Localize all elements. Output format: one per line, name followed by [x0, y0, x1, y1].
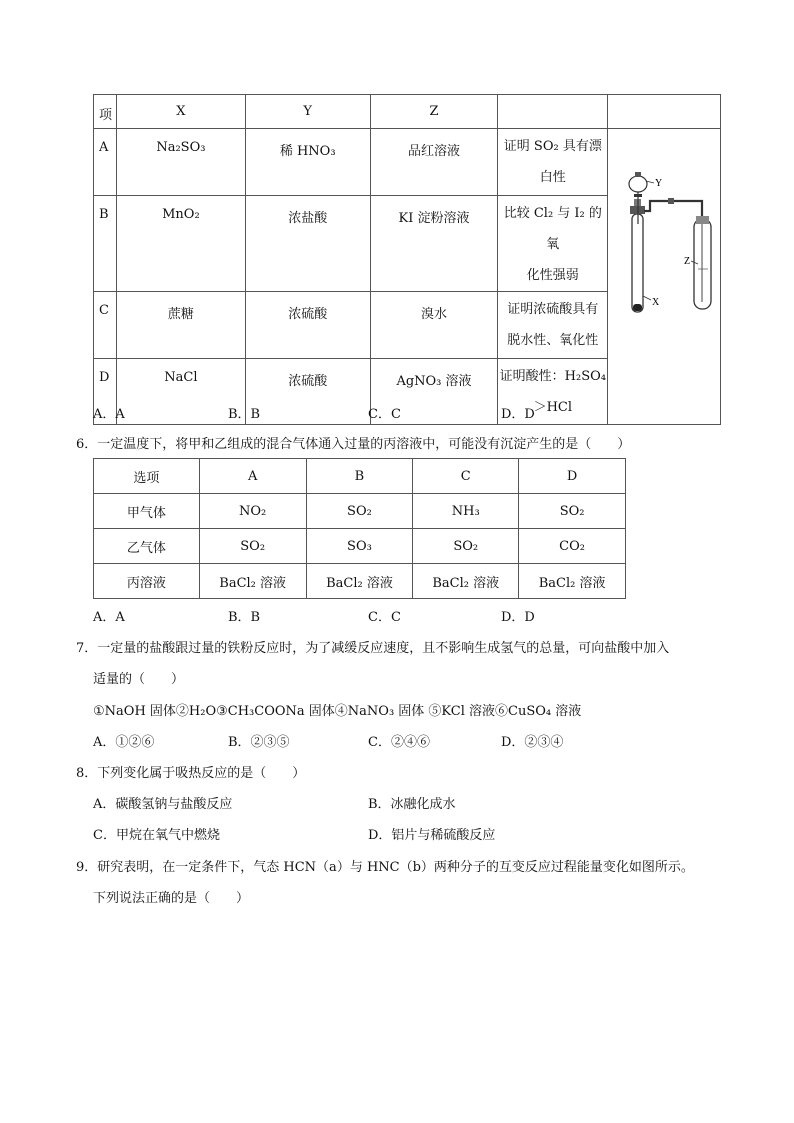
q7-option-b: B．②③⑤ — [228, 735, 290, 750]
header-cell: B — [306, 459, 413, 494]
q6-option-d: D．D — [501, 610, 535, 625]
cell-purpose — [498, 129, 608, 196]
purpose-line: ＞HCl — [533, 400, 573, 415]
q6-stem: 6．一定温度下，将甲和乙组成的混合气体通入过量的丙溶液中，可能没有沉淀产生的是（ ） — [76, 437, 631, 452]
table-cell: BaCl₂ 溶液 — [413, 564, 519, 599]
cell-y: 稀 HNO₃ — [245, 129, 370, 196]
q7-stem-line-1: 7．一定量的盐酸跟过量的铁粉反应时，为了减缓反应速度，且不影响生成氢气的总量，可向盐酸中加入 — [76, 641, 670, 656]
header-cell: A — [199, 459, 306, 494]
q9-stem-line-2: 下列说法正确的是（ ） — [93, 891, 250, 906]
row-label: 丙溶液 — [94, 564, 200, 599]
header-cell: X — [116, 95, 245, 129]
cell-purpose — [498, 292, 608, 359]
table-cell: NH₃ — [413, 494, 519, 529]
header-cell: Z — [370, 95, 498, 129]
table-row — [94, 129, 721, 196]
row-label: C — [94, 292, 117, 359]
cell-x: NaCl — [116, 359, 245, 425]
q7-stem-line-2: 适量的（ ） — [93, 672, 185, 687]
purpose-line: 证明酸性：H₂SO₄ — [499, 369, 606, 384]
q8-option-a: A．碳酸氢钠与盐酸反应 — [93, 797, 233, 812]
purpose-line: 脱水性、氧化性 — [507, 333, 599, 348]
label-x: X — [652, 297, 660, 308]
q6-header-row — [94, 459, 626, 494]
cell-purpose — [498, 196, 608, 292]
table-row — [94, 494, 626, 529]
row-label: 乙气体 — [94, 529, 200, 564]
cell-x: Na₂SO₃ — [116, 129, 245, 196]
q6-table — [93, 458, 626, 599]
q8-option-b: B．冰融化成水 — [368, 797, 456, 812]
q9-stem-line-1: 9．研究表明，在一定条件下，气态 HCN（a）与 HNC（b）两种分子的互变反应过程能量变化如图所示。 — [76, 860, 694, 875]
header-cell: C — [413, 459, 519, 494]
table-row — [94, 529, 626, 564]
purpose-line: 比较 Cl₂ 与 I₂ 的氧 — [503, 206, 602, 252]
cell-y: 浓盐酸 — [245, 196, 370, 292]
q8-option-d: D．铝片与稀硫酸反应 — [368, 828, 496, 843]
q8-option-c: C．甲烷在氧气中燃烧 — [93, 828, 220, 843]
label-z: Z — [684, 256, 691, 267]
header-cell: 项 — [94, 95, 117, 129]
header-cell: 选项 — [94, 459, 200, 494]
header-cell: Y — [245, 95, 370, 129]
table-cell: SO₂ — [413, 529, 519, 564]
label-y: Y — [655, 178, 663, 189]
table-cell: SO₂ — [199, 529, 306, 564]
q7-option-a: A．①②⑥ — [93, 735, 155, 750]
q6-option-a: A．A — [93, 610, 125, 625]
header-cell — [498, 95, 608, 129]
cell-z: AgNO₃ 溶液 — [370, 359, 498, 425]
apparatus-diagram — [624, 164, 734, 324]
q5-option-c: C．C — [368, 407, 401, 422]
table-cell: BaCl₂ 溶液 — [306, 564, 413, 599]
q5-option-a: A．A — [93, 407, 125, 422]
q6-option-b: B．B — [228, 610, 261, 625]
row-label: 甲气体 — [94, 494, 200, 529]
apparatus-cell — [608, 129, 721, 425]
purpose-line: 化性强弱 — [526, 268, 579, 283]
header-cell: D — [519, 459, 626, 494]
q5-header-row — [94, 95, 721, 129]
q7-option-c: C．②④⑥ — [368, 735, 430, 750]
q7-option-d: D．②③④ — [501, 735, 564, 750]
table-cell: BaCl₂ 溶液 — [199, 564, 306, 599]
q6-option-c: C．C — [368, 610, 401, 625]
q5-option-b: B．B — [228, 407, 261, 422]
table-cell: CO₂ — [519, 529, 626, 564]
row-label: D — [94, 359, 117, 425]
cell-x: 蔗糖 — [116, 292, 245, 359]
table-row — [94, 564, 626, 599]
row-label: A — [94, 129, 117, 196]
q8-stem: 8．下列变化属于吸热反应的是（ ） — [76, 766, 306, 781]
q7-items: ①NaOH 固体②H₂O③CH₃COONa 固体④NaNO₃ 固体 ⑤KCl 溶液⑥CuSO₄ 溶液 — [93, 704, 582, 719]
table-cell: BaCl₂ 溶液 — [519, 564, 626, 599]
q5-table — [93, 94, 721, 425]
table-cell: SO₃ — [306, 529, 413, 564]
table-cell: NO₂ — [199, 494, 306, 529]
cell-y: 浓硫酸 — [245, 359, 370, 425]
cell-y: 浓硫酸 — [245, 292, 370, 359]
purpose-line: 证明浓硫酸具有 — [507, 302, 599, 317]
header-cell — [608, 95, 721, 129]
cell-z: KI 淀粉溶液 — [370, 196, 498, 292]
row-label: B — [94, 196, 117, 292]
cell-z: 溴水 — [370, 292, 498, 359]
purpose-line: 白性 — [539, 170, 566, 185]
table-cell: SO₂ — [306, 494, 413, 529]
q5-option-d: D．D — [501, 407, 535, 422]
cell-x: MnO₂ — [116, 196, 245, 292]
table-cell: SO₂ — [519, 494, 626, 529]
cell-z: 品红溶液 — [370, 129, 498, 196]
purpose-line: 证明 SO₂ 具有漂 — [503, 139, 602, 154]
